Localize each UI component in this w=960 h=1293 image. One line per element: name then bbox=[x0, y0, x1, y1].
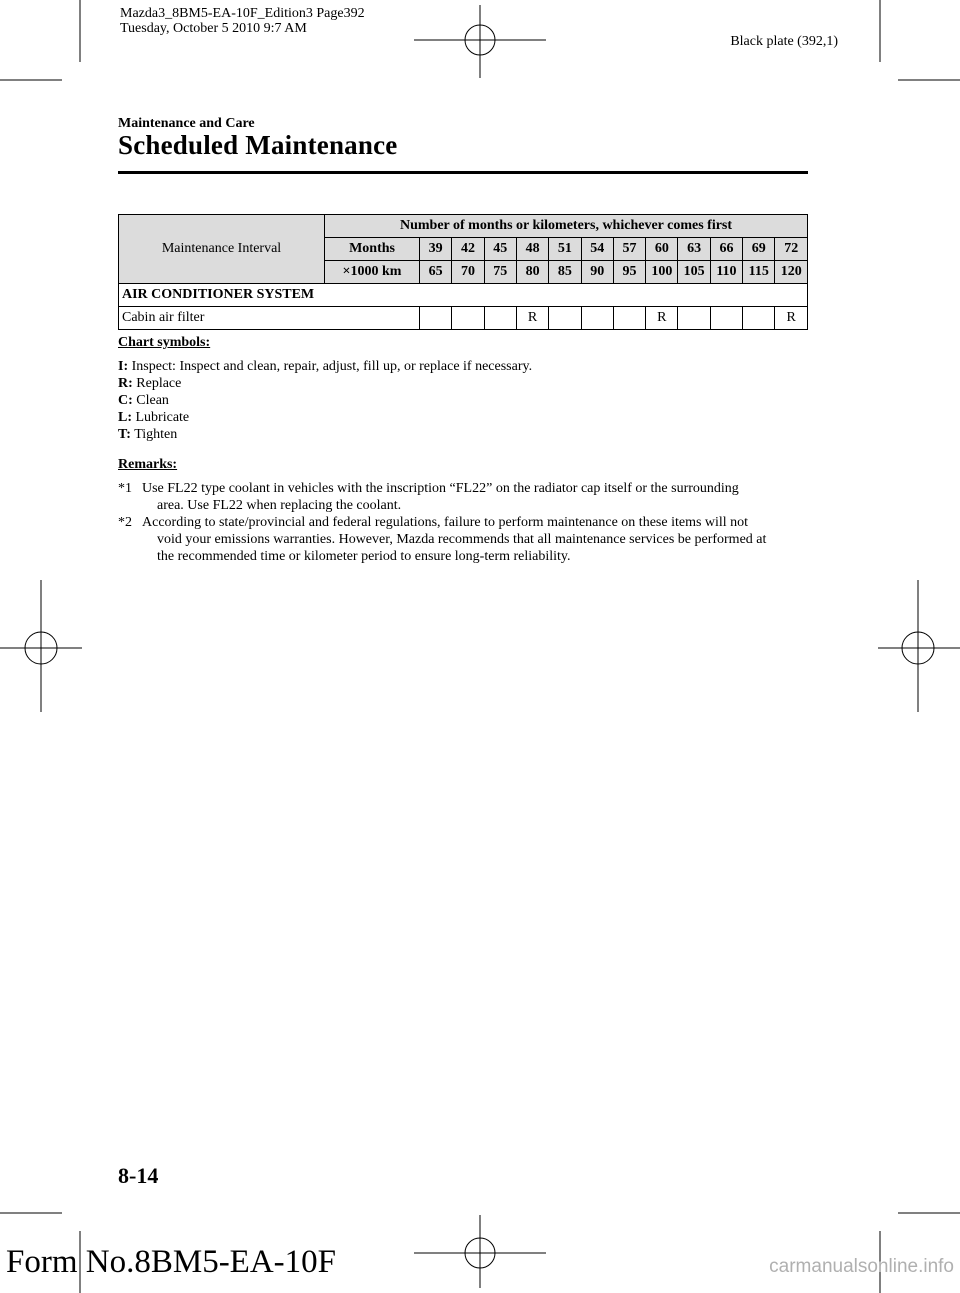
schedule-cell bbox=[678, 307, 710, 330]
page-title: Scheduled Maintenance bbox=[118, 130, 398, 160]
km-cell: 115 bbox=[743, 261, 775, 284]
schedule-cell bbox=[452, 307, 484, 330]
watermark: carmanualsonline.info bbox=[769, 1256, 954, 1277]
months-cell: 69 bbox=[743, 238, 775, 261]
km-cell: 100 bbox=[646, 261, 678, 284]
remark-number: *2 bbox=[118, 515, 132, 530]
symbol-key: C: bbox=[118, 393, 133, 408]
km-cell: 65 bbox=[419, 261, 451, 284]
symbol-text: Inspect: Inspect and clean, repair, adjust, fill up, or replace if necessary. bbox=[131, 359, 533, 374]
schedule-cell bbox=[581, 307, 613, 330]
form-number: Form No.8BM5-EA-10F bbox=[6, 1244, 337, 1280]
symbol-item bbox=[118, 392, 169, 409]
months-cell: 48 bbox=[516, 238, 548, 261]
symbol-text: Clean bbox=[136, 393, 169, 408]
km-cell: 80 bbox=[516, 261, 548, 284]
km-label: ×1000 km bbox=[325, 261, 420, 284]
table-row bbox=[119, 307, 808, 330]
months-label: Months bbox=[325, 238, 420, 261]
symbol-key: L: bbox=[118, 410, 132, 425]
print-header bbox=[120, 6, 365, 36]
km-cell: 90 bbox=[581, 261, 613, 284]
schedule-cell bbox=[613, 307, 645, 330]
symbol-item bbox=[118, 375, 181, 392]
symbol-text: Tighten bbox=[134, 427, 178, 442]
symbol-key: I: bbox=[118, 359, 129, 374]
chart-symbols-title: Chart symbols: bbox=[118, 335, 211, 350]
schedule-cell: R bbox=[775, 307, 808, 330]
symbol-item bbox=[118, 426, 177, 443]
table-band-row bbox=[119, 215, 808, 238]
schedule-cell bbox=[743, 307, 775, 330]
months-cell: 39 bbox=[419, 238, 451, 261]
print-file-line: Mazda3_8BM5-EA-10F_Edition3 Page392 bbox=[120, 6, 365, 21]
symbol-item bbox=[118, 409, 189, 426]
km-cell: 110 bbox=[710, 261, 742, 284]
months-cell: 54 bbox=[581, 238, 613, 261]
remark-line: area. Use FL22 when replacing the coolant. bbox=[157, 498, 402, 513]
months-cell: 63 bbox=[678, 238, 710, 261]
schedule-cell: R bbox=[516, 307, 548, 330]
remark-number: *1 bbox=[118, 481, 132, 496]
group-heading-row bbox=[119, 284, 808, 307]
schedule-cell bbox=[549, 307, 581, 330]
print-plate: Black plate (392,1) bbox=[730, 34, 838, 49]
remark-line: According to state/provincial and federal regulations, failure to perform maintenance on these items will not bbox=[142, 515, 749, 530]
km-cell: 70 bbox=[452, 261, 484, 284]
symbol-text: Lubricate bbox=[135, 410, 190, 425]
months-cell: 72 bbox=[775, 238, 808, 261]
km-cell: 105 bbox=[678, 261, 710, 284]
symbol-text: Replace bbox=[136, 376, 182, 391]
print-date-line: Tuesday, October 5 2010 9:7 AM bbox=[120, 21, 307, 36]
months-cell: 42 bbox=[452, 238, 484, 261]
months-cell: 57 bbox=[613, 238, 645, 261]
km-cell: 75 bbox=[484, 261, 516, 284]
months-cell: 45 bbox=[484, 238, 516, 261]
remark-item bbox=[118, 480, 808, 514]
km-cell: 120 bbox=[775, 261, 808, 284]
maintenance-table bbox=[118, 214, 808, 330]
schedule-cell bbox=[710, 307, 742, 330]
months-cell: 60 bbox=[646, 238, 678, 261]
schedule-cell: R bbox=[646, 307, 678, 330]
months-cell: 66 bbox=[710, 238, 742, 261]
maintenance-interval-header: Maintenance Interval bbox=[119, 215, 325, 284]
km-cell: 95 bbox=[613, 261, 645, 284]
remarks-title: Remarks: bbox=[118, 457, 178, 472]
item-name: Cabin air filter bbox=[119, 307, 420, 330]
section-label: Maintenance and Care bbox=[118, 116, 255, 131]
title-rule bbox=[118, 171, 808, 174]
page-number: 8-14 bbox=[118, 1163, 159, 1188]
schedule-cell bbox=[484, 307, 516, 330]
remark-item bbox=[118, 514, 808, 565]
group-heading: AIR CONDITIONER SYSTEM bbox=[119, 284, 808, 307]
remark-line: the recommended time or kilometer period to ensure long-term reliability. bbox=[157, 549, 571, 564]
km-cell: 85 bbox=[549, 261, 581, 284]
schedule-cell bbox=[419, 307, 451, 330]
band-heading: Number of months or kilometers, whichever comes first bbox=[325, 215, 808, 238]
symbol-key: T: bbox=[118, 427, 131, 442]
months-cell: 51 bbox=[549, 238, 581, 261]
remark-line: Use FL22 type coolant in vehicles with the inscription “FL22” on the radiator cap itself or the surrounding bbox=[142, 481, 739, 496]
symbol-key: R: bbox=[118, 376, 133, 391]
remark-line: void your emissions warranties. However, Mazda recommends that all maintenance services be performed at bbox=[157, 532, 767, 547]
symbol-item bbox=[118, 358, 532, 375]
